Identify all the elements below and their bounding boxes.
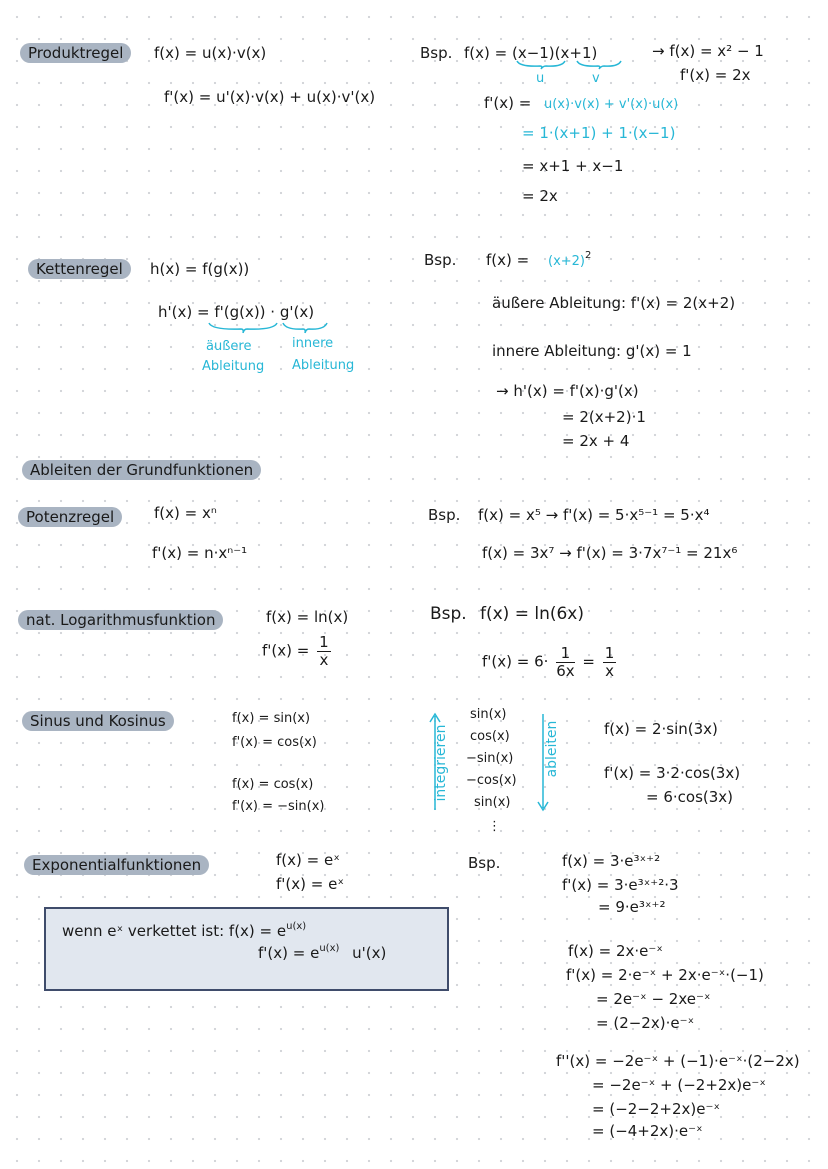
- exp-bsp-label: Bsp.: [468, 854, 501, 872]
- produkt-example-function: f(x) = (x−1)(x+1): [464, 44, 598, 62]
- produkt-step-3: = 2x: [522, 187, 558, 205]
- logarithmus-derivative: f'(x) = $\frac{1}{x}$: [262, 633, 329, 669]
- cycle-cos: cos(x): [470, 729, 510, 744]
- ketten-example-prefix: f(x) =: [486, 251, 530, 269]
- ableiten-label: ableiten: [544, 720, 560, 778]
- verkettung-box: [44, 907, 449, 991]
- ketten-example-term: $(x+2)^2$: [548, 250, 592, 269]
- potenzregel-label: Potenzregel: [18, 507, 122, 527]
- exp-rule: f(x) = eˣ: [276, 851, 340, 869]
- ketten-outer-derivative: äußere Ableitung: f'(x) = 2(x+2): [492, 294, 736, 312]
- sin-derivative: f'(x) = cos(x): [232, 735, 317, 750]
- ketten-result-1: → h'(x) = f'(x)·g'(x): [496, 382, 639, 400]
- integrieren-label: integrieren: [433, 724, 449, 802]
- exp2-second-step-3: = (−4+2x)·e⁻ˣ: [592, 1122, 703, 1140]
- potenzregel-derivative: f'(x) = n·xⁿ⁻¹: [152, 544, 248, 562]
- produktregel-derivative: f'(x) = u'(x)·v(x) + u(x)·v'(x): [164, 88, 376, 106]
- exp-derivative: f'(x) = eˣ: [276, 875, 344, 893]
- produkt-derivative-prefix: f'(x) =: [484, 94, 532, 112]
- ln-example: f(x) = ln(6x): [480, 604, 585, 624]
- logarithmus-rule: f(x) = ln(x): [266, 608, 349, 626]
- cycle-sin: sin(x): [470, 707, 507, 722]
- v-label: v: [592, 71, 600, 86]
- produktregel-label: Produktregel: [20, 43, 131, 63]
- potenzregel-rule: f(x) = xⁿ: [154, 504, 217, 522]
- exp2-second-step-1: = −2e⁻ˣ + (−2+2x)e⁻ˣ: [592, 1076, 766, 1094]
- produkt-simplified-derivative: f'(x) = 2x: [680, 66, 751, 84]
- kettenregel-rule: h(x) = f(g(x)): [150, 260, 250, 278]
- exp2-second-derivative: f''(x) = −2e⁻ˣ + (−1)·e⁻ˣ·(2−2x): [556, 1052, 800, 1070]
- produkt-derivative-rest: u(x)·v(x) + v'(x)·u(x): [544, 97, 679, 112]
- potenz-bsp-label: Bsp.: [428, 506, 461, 524]
- outer-derivative-brace: [208, 322, 278, 334]
- potenz-example-1: f(x) = x⁵ → f'(x) = 5·x⁵⁻¹ = 5·x⁴: [478, 506, 710, 524]
- produkt-step-2: = x+1 + x−1: [522, 157, 624, 175]
- kettenregel-label: Kettenregel: [28, 259, 131, 279]
- inner-derivative-brace: [282, 322, 328, 334]
- exp2-step-1: = 2e⁻ˣ − 2xe⁻ˣ: [596, 990, 711, 1008]
- cycle-neg-sin: −sin(x): [466, 751, 514, 766]
- logarithmus-label: nat. Logarithmusfunktion: [18, 610, 223, 630]
- ketten-result-3: = 2x + 4: [562, 432, 630, 450]
- ketten-bsp-label: Bsp.: [424, 251, 457, 269]
- exp2-derivative: f'(x) = 2·e⁻ˣ + 2x·e⁻ˣ·(−1): [566, 966, 764, 984]
- exp2-function: f(x) = 2x·e⁻ˣ: [568, 942, 663, 960]
- cycle-neg-cos: −cos(x): [466, 773, 517, 788]
- exp2-second-step-2: = (−2−2+2x)e⁻ˣ: [592, 1100, 721, 1118]
- ketten-inner-derivative: innere Ableitung: g'(x) = 1: [492, 342, 692, 360]
- outer-label-1: äußere: [206, 339, 252, 354]
- produkt-simplified: → f(x) = x² − 1: [652, 42, 764, 60]
- inner-label-1: innere: [292, 336, 334, 351]
- cycle-ellipsis: ⋮: [488, 819, 501, 834]
- inner-label-2: Ableitung: [292, 358, 355, 373]
- ln-bsp-label: Bsp.: [430, 604, 467, 624]
- exp-example-3: = 9·e³ˣ⁺²: [598, 898, 666, 916]
- exponential-label: Exponentialfunktionen: [24, 855, 209, 875]
- outer-label-2: Ableitung: [202, 359, 265, 374]
- kettenregel-derivative: h'(x) = f'(g(x)) · g'(x): [158, 303, 315, 321]
- produkt-bsp-label: Bsp.: [420, 44, 453, 62]
- exp-example-1: f(x) = 3·e³ˣ⁺²: [562, 852, 661, 870]
- u-label: u: [536, 71, 545, 86]
- produktregel-rule: f(x) = u(x)·v(x): [154, 44, 267, 62]
- v-brace: [576, 60, 622, 70]
- sinus-kosinus-label: Sinus und Kosinus: [22, 711, 174, 731]
- sin-example-3: = 6·cos(3x): [646, 788, 734, 806]
- exp-example-2: f'(x) = 3·e³ˣ⁺²·3: [562, 876, 679, 894]
- potenz-example-2: f(x) = 3x⁷ → f'(x) = 3·7x⁷⁻¹ = 21x⁶: [482, 544, 738, 562]
- grundfunktionen-heading: Ableiten der Grundfunktionen: [22, 460, 261, 480]
- cos-derivative: f'(x) = −sin(x): [232, 799, 325, 814]
- ln-example-derivative: f'(x) = 6· $\frac{1}{6x}$ = $\frac{1}{x}$: [482, 644, 615, 680]
- cycle-sin-repeat: sin(x): [474, 795, 511, 810]
- sin-example-2: f'(x) = 3·2·cos(3x): [604, 764, 741, 782]
- exp2-step-2: = (2−2x)·e⁻ˣ: [596, 1014, 695, 1032]
- sin-example-1: f(x) = 2·sin(3x): [604, 720, 718, 738]
- ketten-result-2: = 2(x+2)·1: [562, 408, 646, 426]
- sin-rule: f(x) = sin(x): [232, 711, 311, 726]
- produkt-step-1: = 1·(x+1) + 1·(x−1): [522, 124, 676, 142]
- cos-rule: f(x) = cos(x): [232, 777, 314, 792]
- box-line-2: $f'(x) = e^{u(x)}$ u'(x): [258, 943, 387, 962]
- u-brace: [516, 60, 566, 70]
- box-line-1: wenn eˣ verkettet ist: $f(x) = e^{u(x)}$: [62, 921, 307, 940]
